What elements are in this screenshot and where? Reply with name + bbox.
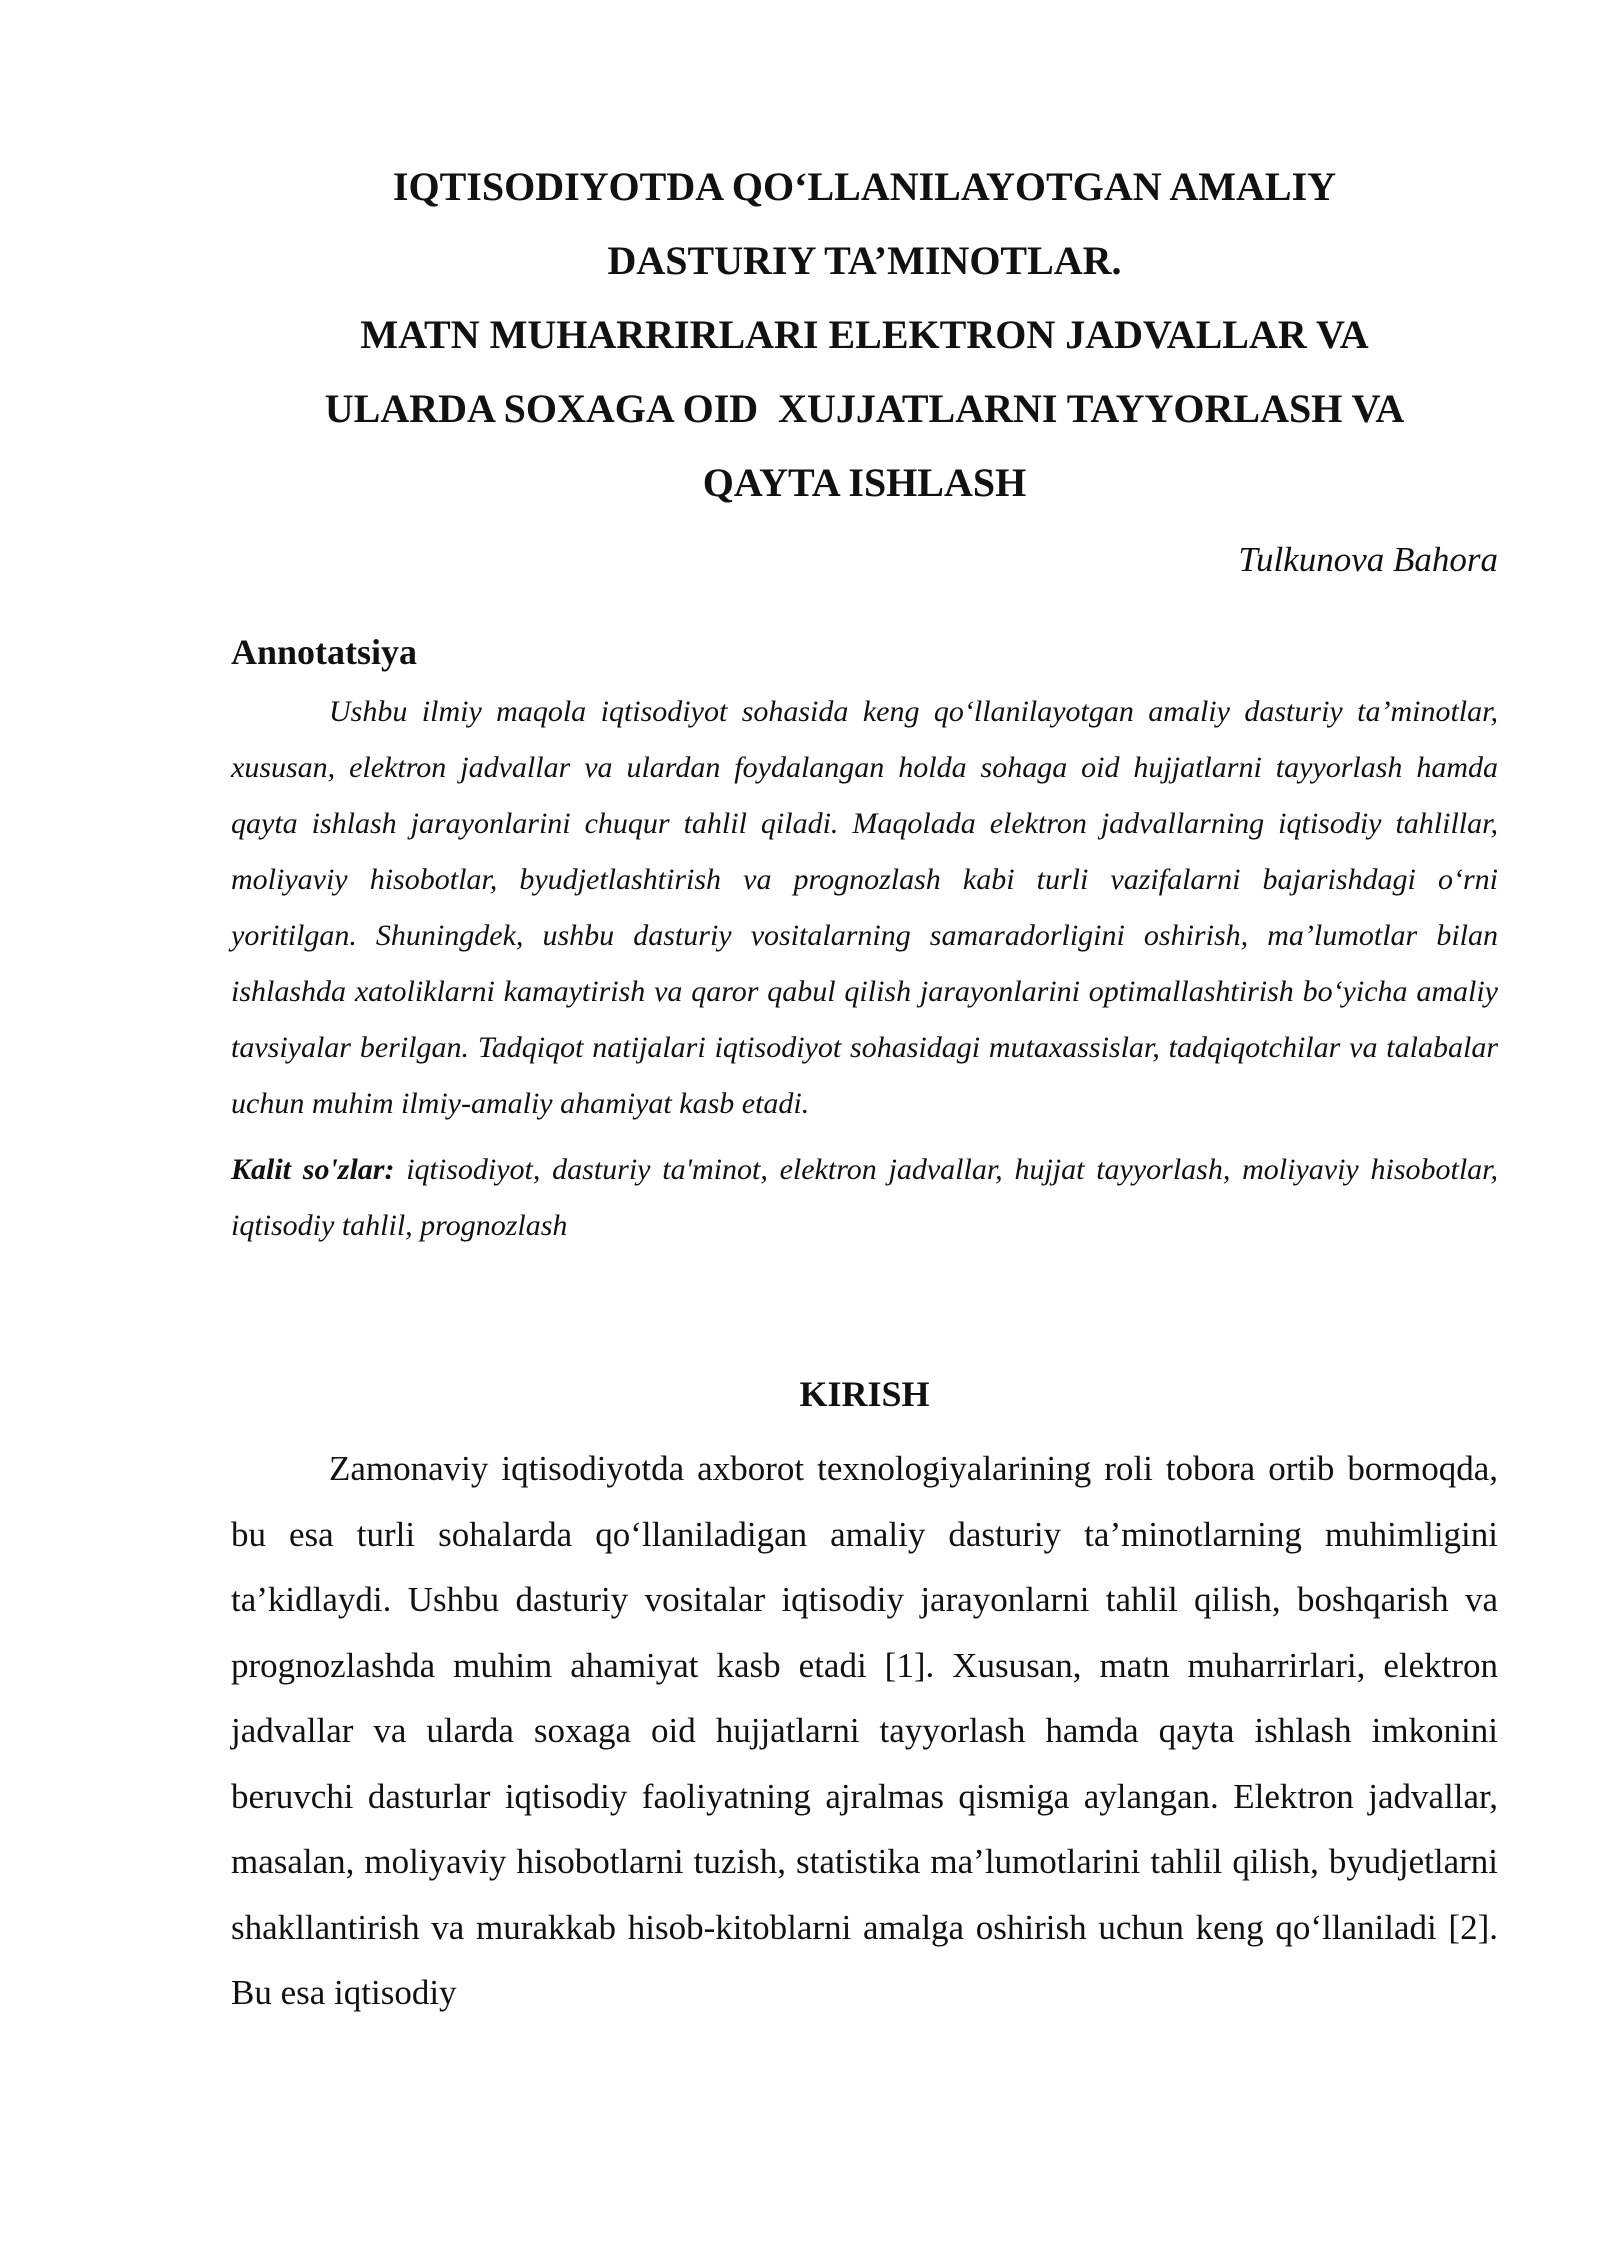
annotation-text: Ushbu ilmiy maqola iqtisodiyot sohasida keng qo‘llanilayotgan amaliy dasturiy ta’minotlar, xususan, elektron jadvallar va ulardan foydalangan holda sohaga oid hujjatlarni tayyorlash hamda qayta ishlash jarayonlarini chuqur tahlil qiladi. Maqolada elektron jadvallarning iqtisodiy tahlillar, moliyaviy hisobotlar, byudjetlashtirish va prognozlash kabi turli vazifalarni bajarishdagi o‘rni yoritilgan. Shuningdek, ushbu dasturiy vositalarning samaradorligini oshirish, ma’lumotlar bilan ishlashda xatoliklarni kamaytirish va qaror qabul qilish jarayonlarini optimallashtirish bo‘yicha amaliy tavsiyalar berilgan. Tadqiqot natijalari iqtisodiyot sohasidagi mutaxassislar, tadqiqotchilar va talabalar uchun muhim ilmiy-amaliy ahamiyat kasb etadi. <box>231 695 1498 1120</box>
title-line: ULARDA SOXAGA OID XUJJATLARNI TAYYORLASH VA <box>324 386 1405 431</box>
paper-title <box>231 150 1498 520</box>
introduction-paragraph: Zamonaviy iqtisodiyotda axborot texnologiyalarining roli tobora ortib bormoqda, bu esa turli sohalarda qo‘llaniladigan amaliy dasturiy ta’minotlarning muhimligini ta’kidlaydi. Ushbu dasturiy vositalar iqtisodiy jarayonlarni tahlil qilish, boshqarish va prognozlashda muhim ahamiyat kasb etadi [1]. Xususan, matn muharrirlari, elektron jadvallar va ularda soxaga oid hujjatlarni tayyorlash hamda qayta ishlash imkonini beruvchi dasturlar iqtisodiy faoliyatning ajralmas qismiga aylangan. Elektron jadvallar, masalan, moliyaviy hisobotlarni tuzish, statistika ma’lumotlarini tahlil qilish, byudjetlarni shakllantirish va murakkab hisob-kitoblarni amalga oshirish uchun keng qo‘llaniladi [2]. Bu esa iqtisodiy <box>231 1449 1498 2012</box>
title-line: IQTISODIYOTDA QO‘LLANILAYOTGAN AMALIY <box>392 164 1337 209</box>
keywords <box>231 1142 1498 1254</box>
page-content <box>231 150 1498 2026</box>
title-line: QAYTA ISHLASH <box>702 460 1027 505</box>
annotation-heading: Annotatsiya <box>231 632 418 672</box>
title-line: DASTURIY TA’MINOTLAR. <box>607 238 1122 283</box>
keywords-label: Kalit so'zlar: <box>231 1153 395 1186</box>
title-line: MATN MUHARRIRLARI ELEKTRON JADVALLAR VA <box>360 312 1369 357</box>
author-name: Tulkunova Bahora <box>1238 540 1498 579</box>
keywords-text: iqtisodiyot, dasturiy ta'minot, elektron jadvallar, hujjat tayyorlash, moliyaviy hisobotlar, iqtisodiy tahlil, prognozlash <box>231 1153 1499 1242</box>
section-heading-introduction: KIRISH <box>799 1374 930 1414</box>
